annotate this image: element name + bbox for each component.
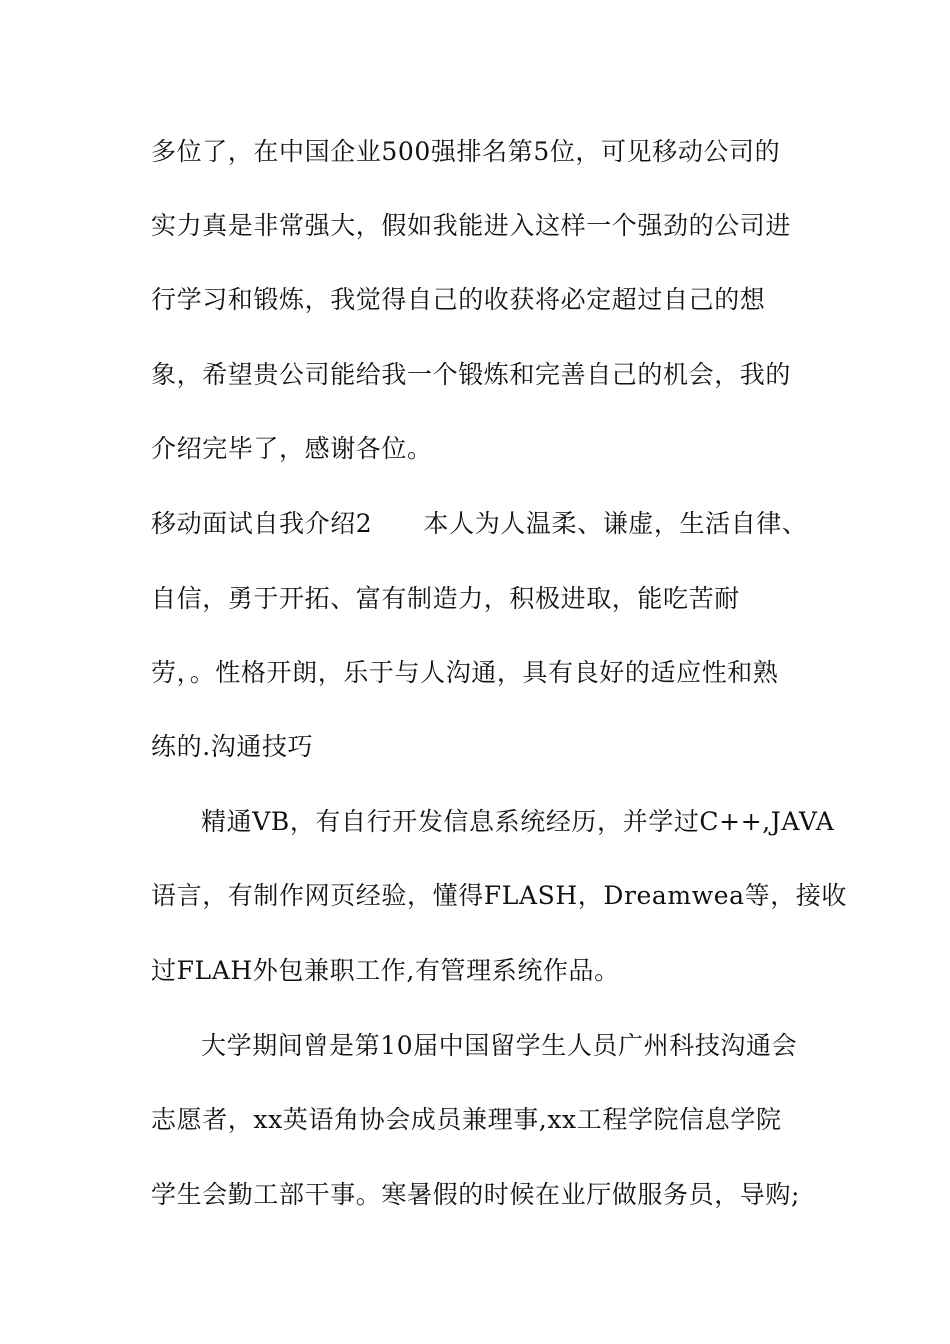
paragraph-start-line: 精通VB，有自行开发信息系统经历，并学过C++,JAVA	[201, 807, 835, 836]
text-line-3: 行学习和锻炼，我觉得自己的收获将必定超过自己的想	[151, 285, 766, 314]
text-line-2: 实力真是非常强大，假如我能进入这样一个强劲的公司进	[151, 211, 792, 240]
text-line-15: 学生会勤工部干事。寒暑假的时候在业厅做服务员，导购;	[151, 1180, 801, 1209]
text-line-5: 介绍完毕了，感谢各位。	[151, 434, 433, 463]
text-line-8: 劳，。性格开朗，乐于与人沟通，具有良好的适应性和熟	[151, 658, 779, 687]
section-heading-line: 移动面试自我介绍2 本人为人温柔、谦虚，生活自律、	[151, 509, 808, 538]
paragraph-start-line: 大学期间曾是第10届中国留学生人员广州科技沟通会	[201, 1031, 798, 1060]
text-line-12: 过FLAH外包兼职工作,有管理系统作品。	[151, 956, 620, 985]
text-line-11: 语言，有制作网页经验，懂得FLASH，Dreamwea等，接收	[151, 881, 848, 910]
text-line-7: 自信，勇于开拓、富有制造力，积极进取，能吃苦耐	[151, 584, 740, 613]
text-line-4: 象，希望贵公司能给我一个锻炼和完善自己的机会，我的	[151, 360, 792, 389]
text-line-14: 志愿者，xx英语角协会成员兼理事,xx工程学院信息学院	[151, 1105, 782, 1134]
text-line-9: 练的.沟通技巧	[151, 732, 314, 761]
text-line-1: 多位了，在中国企业500强排名第5位，可见移动公司的	[151, 137, 781, 166]
